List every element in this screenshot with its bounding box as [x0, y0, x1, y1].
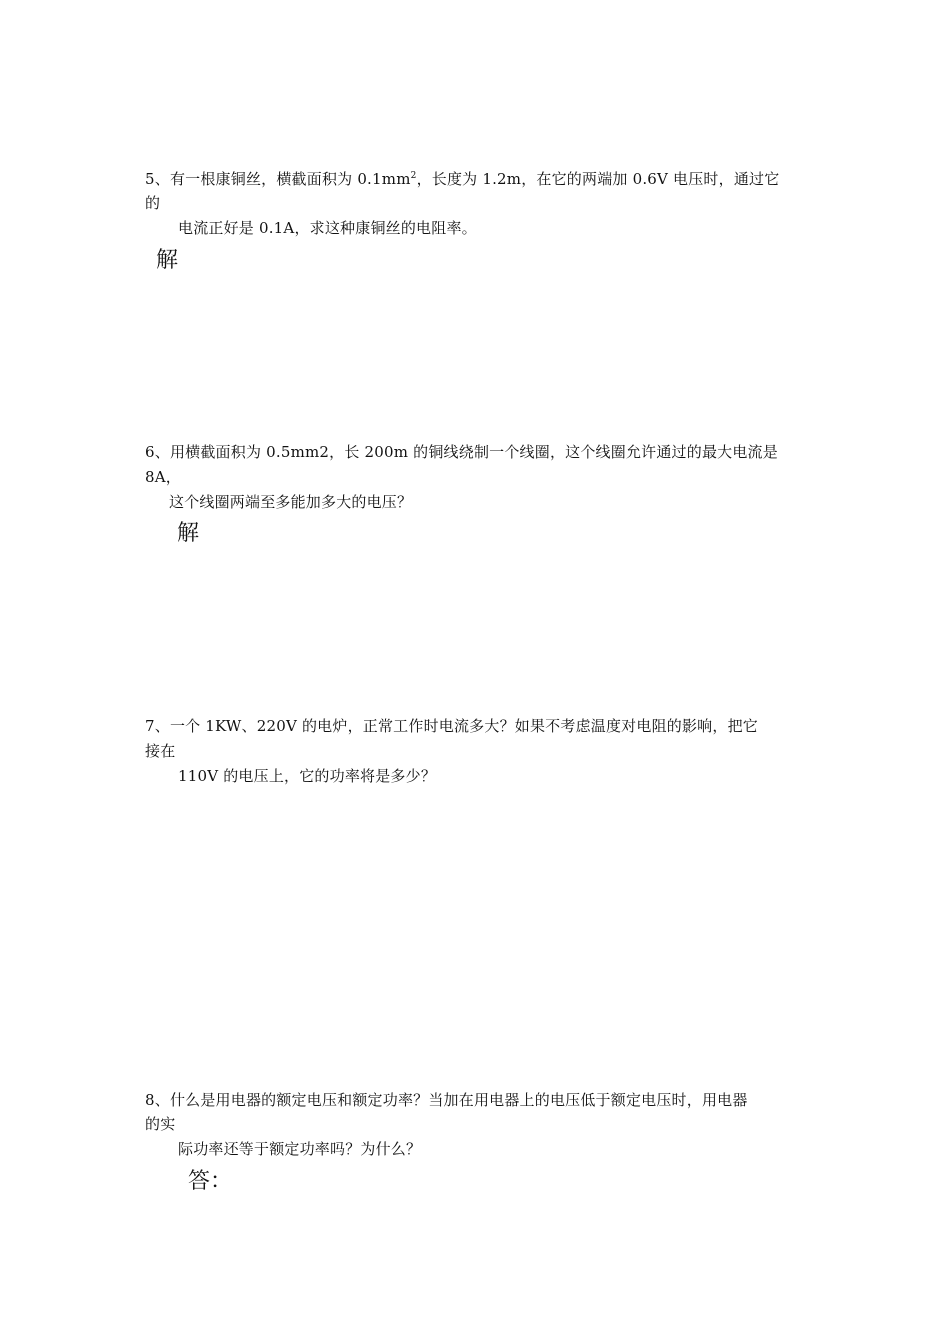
question-6-answer-label: 解 [177, 521, 200, 546]
question-5-line-1-part-b: ，长度为 1.2m，在它的两端加 0.6V 电压时，通过它 [416, 170, 780, 188]
question-5-answer-label: 解 [156, 248, 179, 273]
question-5-line-2: 的 [145, 194, 161, 212]
question-5-line-1-part-a: 5、有一根康铜丝，横截面积为 0.1mm [145, 170, 411, 188]
question-7-line-2: 接在 [145, 742, 176, 760]
question-8-line-3: 际功率还等于额定功率吗？为什么？ [178, 1140, 422, 1158]
superscript-2: 2 [410, 171, 417, 181]
question-8-answer-label: 答： [188, 1169, 233, 1194]
question-8-line-1: 8、什么是用电器的额定电压和额定功率？当加在用电器上的电压低于额定电压时，用电器 [145, 1091, 748, 1109]
question-5-line-1 [145, 169, 779, 189]
question-6-line-2: 8A， [145, 468, 181, 486]
question-8-line-2: 的实 [145, 1115, 176, 1133]
question-6-line-1: 6、用横截面积为 0.5mm2，长 200m 的铜线绕制一个线圈，这个线圈允许通过的最大电流是 [145, 443, 778, 461]
question-7-line-1: 7、一个 1KW、220V 的电炉，正常工作时电流多大？如果不考虑温度对电阻的影响，把它 [145, 717, 758, 735]
question-5-line-3: 电流正好是 0.1A，求这种康铜丝的电阻率。 [178, 219, 477, 237]
question-6-line-3: 这个线圈两端至多能加多大的电压？ [169, 493, 413, 511]
question-7-line-3: 110V 的电压上，它的功率将是多少？ [178, 767, 437, 785]
